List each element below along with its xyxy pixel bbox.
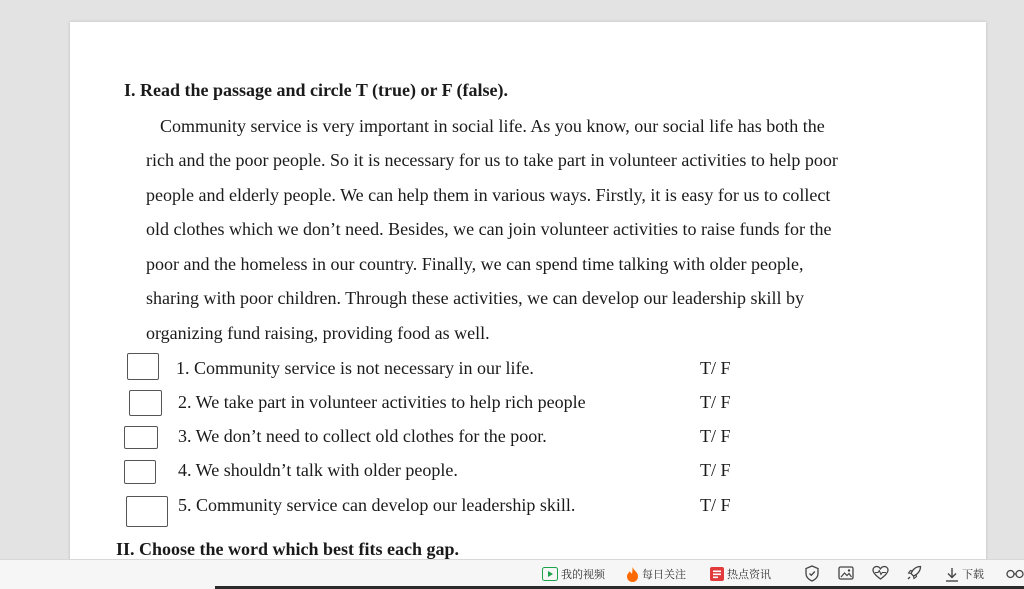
section-1-heading: I. Read the passage and circle T (true) or F (false). [124,80,508,100]
question-3-text: 3. We don’t need to collect old clothes for the poor. [178,426,547,446]
question-1-text: 1. Community service is not necessary in our life. [176,358,534,378]
answer-box-3[interactable] [124,426,158,449]
passage-line: old clothes which we don’t need. Besides, we can join volunteer activities to raise funds for the [146,219,832,239]
answer-box-4[interactable] [124,460,156,484]
question-1-tf[interactable]: T/ F [700,358,731,378]
play-icon [542,567,558,581]
question-4-text: 4. We shouldn’t talk with older people. [178,460,458,480]
taskbar-item-label: 每日关注 [642,568,686,581]
question-2-text: 2. We take part in volunteer activities to help rich people [178,392,586,412]
question-2-tf[interactable]: T/ F [700,392,731,412]
answer-box-2[interactable] [129,390,162,416]
passage-line: rich and the poor people. So it is necessary for us to take part in volunteer activities to help poor [146,150,838,170]
taskbar-daily-follow[interactable] [626,566,686,582]
taskbar-my-videos[interactable] [542,566,605,582]
taskbar [0,559,1024,589]
image-icon[interactable] [838,565,854,581]
news-icon [710,567,724,581]
flame-icon [626,567,639,582]
taskbar-item-label: 我的视频 [561,568,605,581]
answer-box-5[interactable] [126,496,168,527]
rocket-icon[interactable] [906,565,922,581]
glasses-icon[interactable] [1006,566,1024,580]
passage-line: organizing fund raising, providing food as well. [146,323,490,343]
question-5-tf[interactable]: T/ F [700,495,731,515]
question-4-tf[interactable]: T/ F [700,460,731,480]
passage-line: sharing with poor children. Through these activities, we can develop our leadership skill by [146,288,805,308]
question-5-text: 5. Community service can develop our leadership skill. [178,495,576,515]
passage-line: people and elderly people. We can help them in various ways. Firstly, it is easy for us to collect [146,185,831,205]
taskbar-item-label: 下载 [962,568,984,581]
heart-rate-icon[interactable] [872,565,889,581]
question-3-tf[interactable]: T/ F [700,426,731,446]
passage-line: poor and the homeless in our country. Finally, we can spend time talking with older people, [146,254,804,274]
section-2-heading: II. Choose the word which best fits each gap. [116,539,460,559]
taskbar-hot-news[interactable] [710,566,771,582]
answer-box-1[interactable] [127,353,159,380]
shield-icon[interactable] [804,565,820,582]
download-icon [945,567,959,582]
taskbar-download[interactable] [945,566,984,582]
taskbar-item-label: 热点资讯 [727,568,771,581]
passage-line: Community service is very important in social life. As you know, our social life has both the [160,116,825,136]
